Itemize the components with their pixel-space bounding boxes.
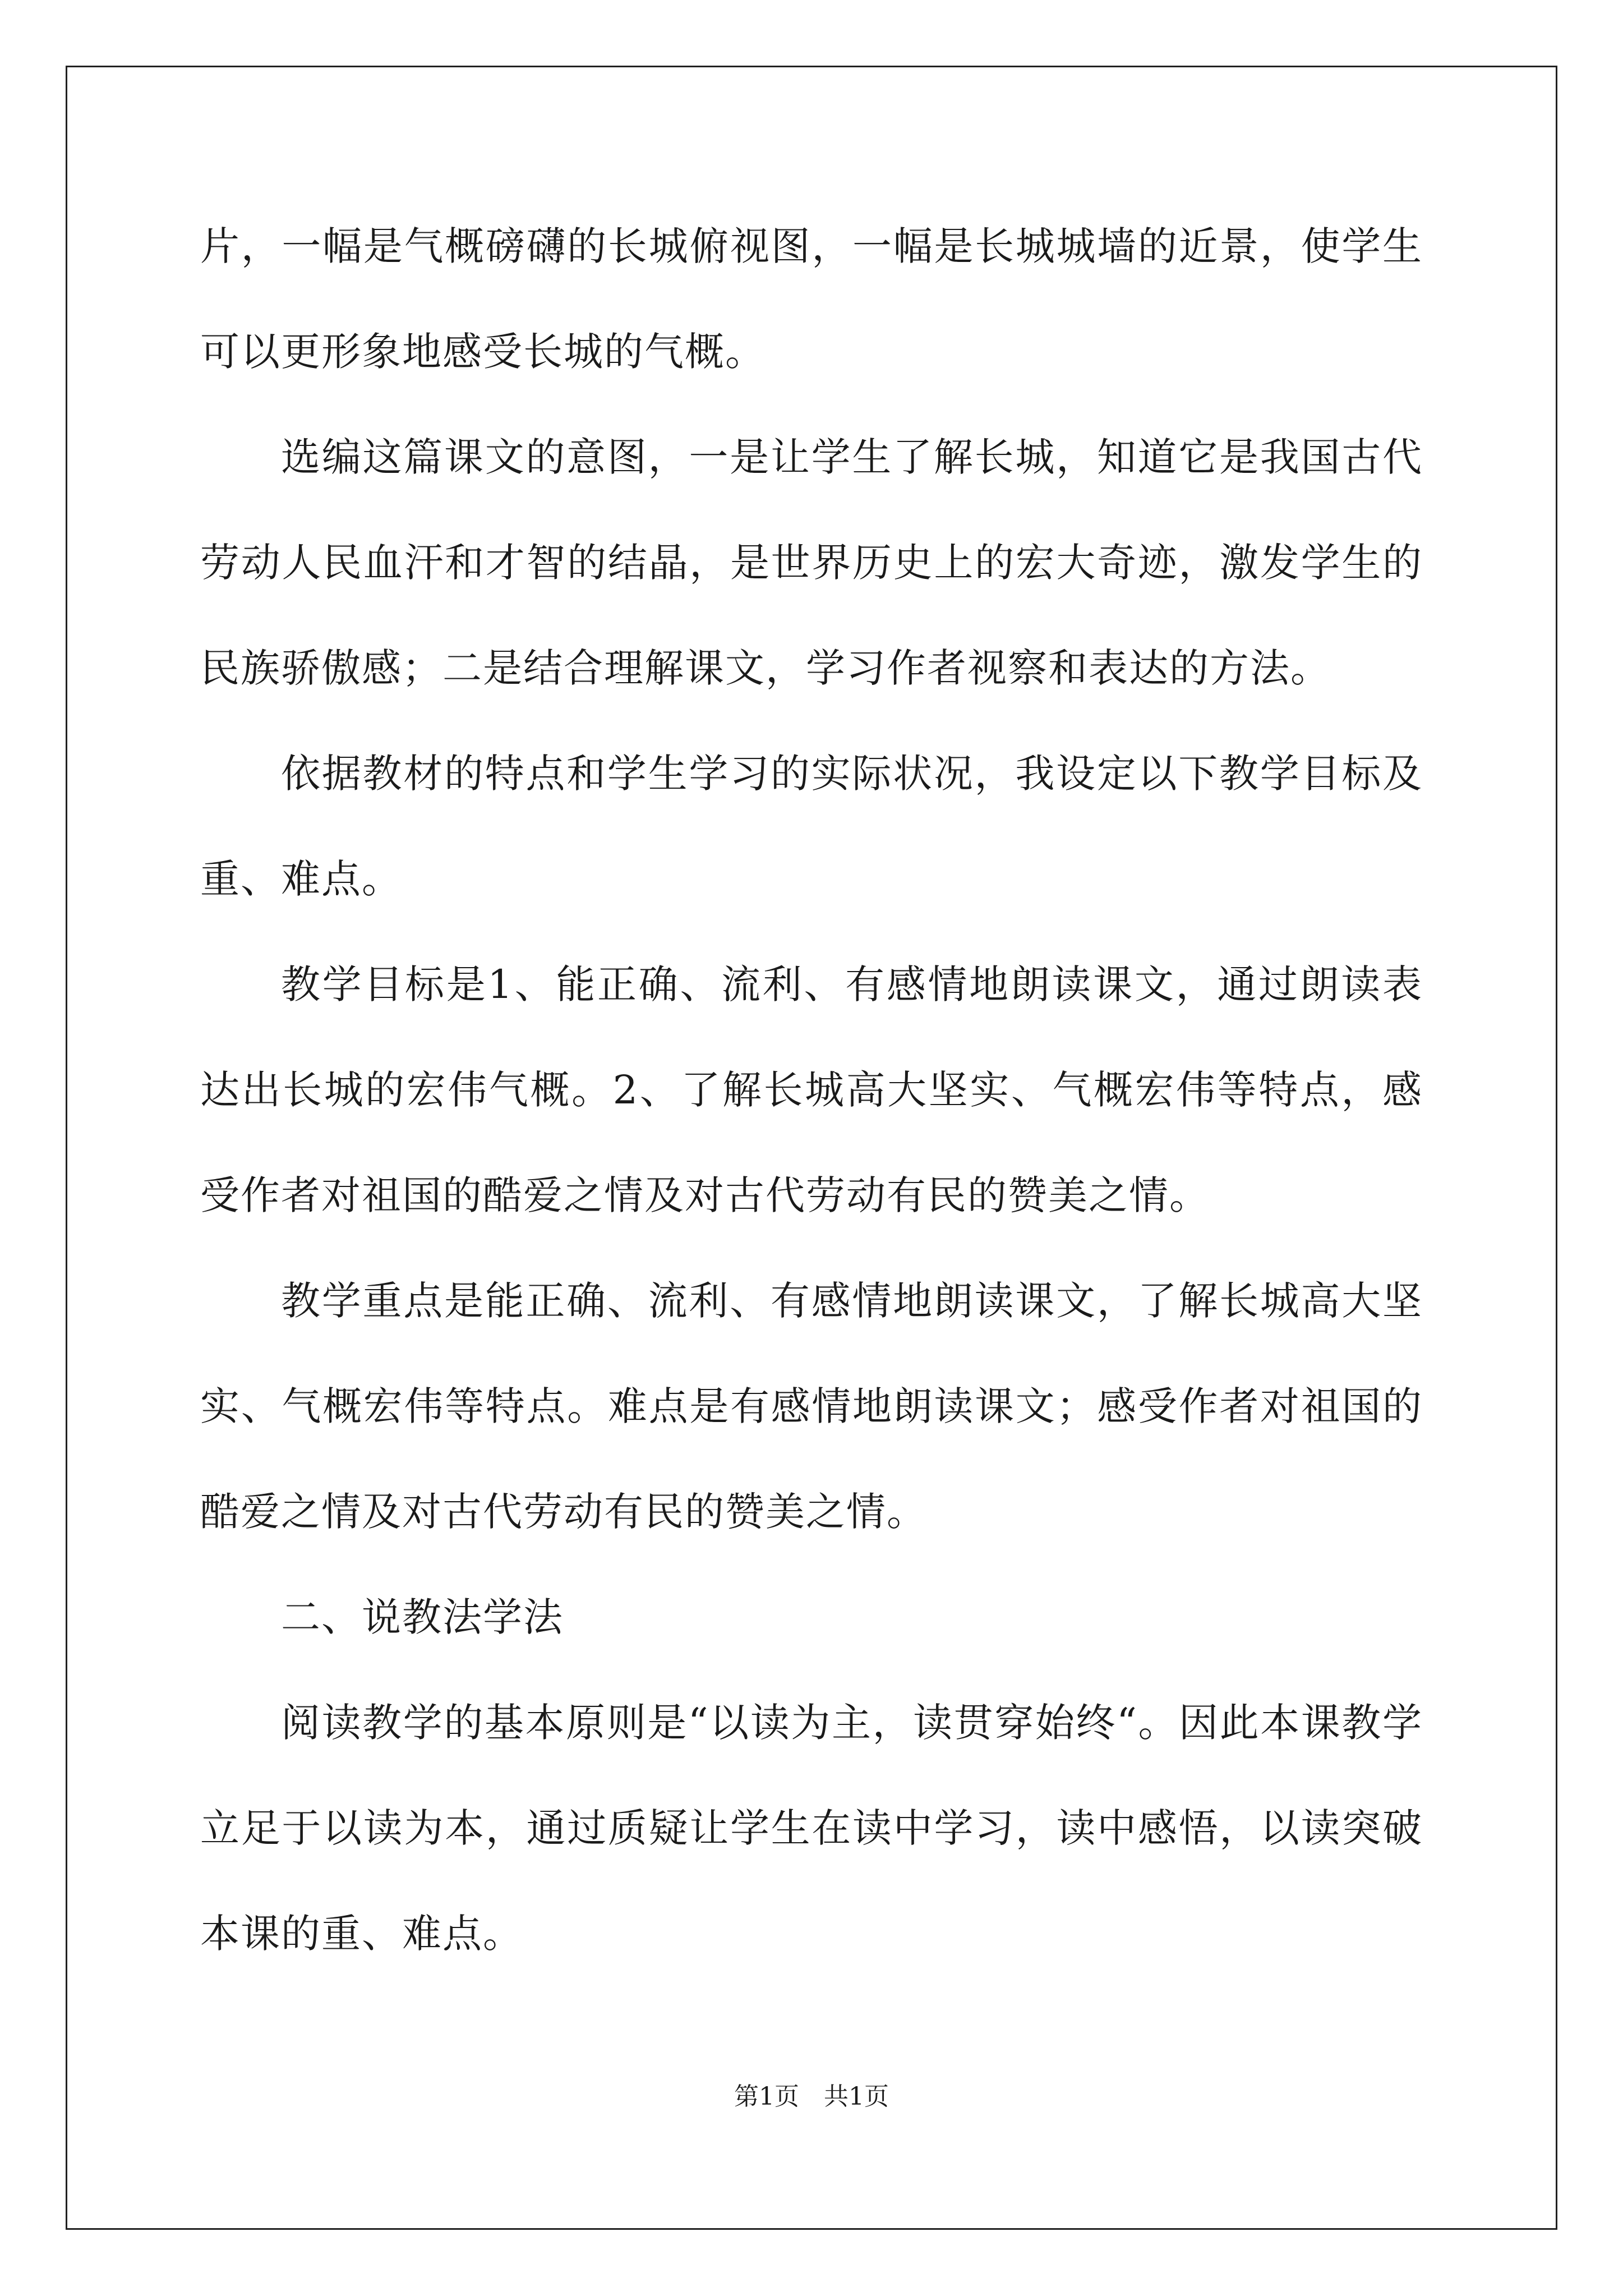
page-number: 第1页 — [734, 2082, 799, 2111]
paragraph-4: 教学目标是1、能正确、流利、有感情地朗读课文，通过朗读表达出长城的宏伟气概。2、了解长城高大坚实、气概宏伟等特点，感受作者对祖国的酷爱之情及对古代劳动有民的赞美之情。 — [200, 961, 1423, 1218]
paragraph-3: 依据教材的特点和学生学习的实际状况，我设定以下教学目标及重、难点。 — [200, 751, 1423, 902]
page-footer — [0, 2080, 1623, 2114]
page-total: 共1页 — [824, 2082, 889, 2111]
document-body — [200, 194, 1423, 1986]
section-heading: 二、说教法学法 — [281, 1594, 564, 1640]
paragraph-5: 教学重点是能正确、流利、有感情地朗读课文，了解长城高大坚实、气概宏伟等特点。难点是有感情地朗读课文；感受作者对祖国的酷爱之情及对古代劳动有民的赞美之情。 — [200, 1278, 1423, 1535]
paragraph-1: 片，一幅是气概磅礴的长城俯视图，一幅是长城城墙的近景，使学生可以更形象地感受长城的气概。 — [200, 223, 1423, 375]
paragraph-2: 选编这篇课文的意图，一是让学生了解长城，知道它是我国古代劳动人民血汗和才智的结晶，是世界历史上的宏大奇迹，激发学生的民族骄傲感；二是结合理解课文，学习作者视察和表达的方法。 — [200, 434, 1423, 691]
paragraph-6: 阅读教学的基本原则是“以读为主，读贯穿始终“。因此本课教学立足于以读为本，通过质疑让学生在读中学习，读中感悟，以读突破本课的重、难点。 — [200, 1700, 1423, 1957]
